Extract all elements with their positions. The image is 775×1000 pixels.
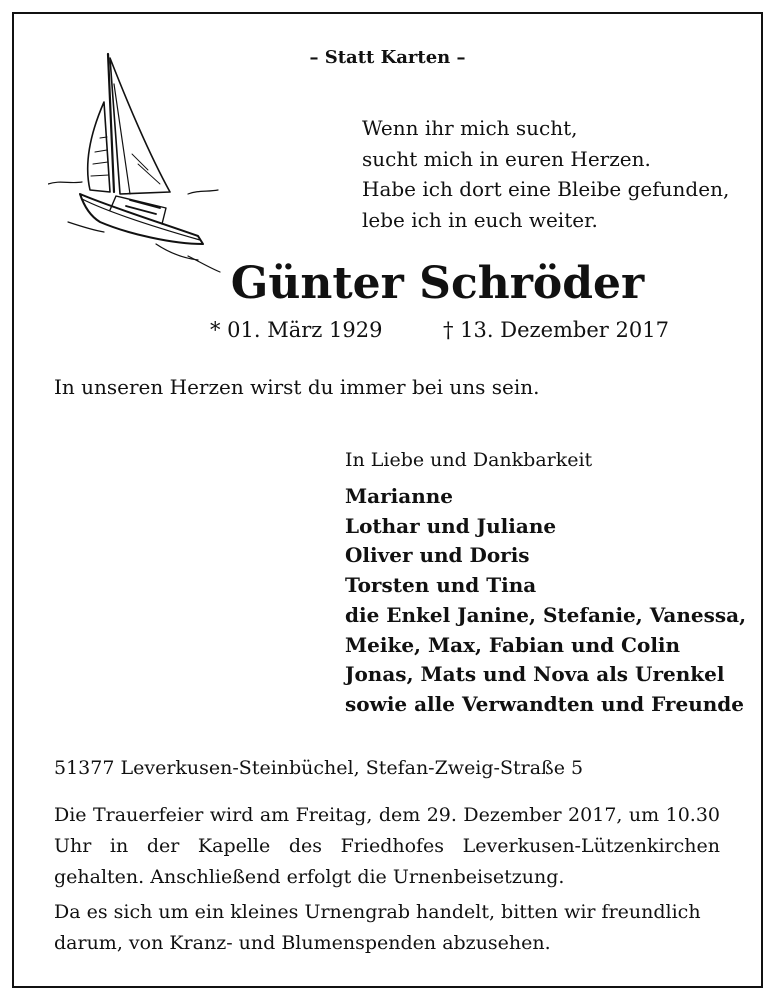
poem-line: lebe ich in euch weiter.	[362, 207, 598, 232]
sailboat-icon	[48, 44, 223, 274]
poem-line: Habe ich dort eine Bleibe gefunden,	[362, 177, 730, 201]
deceased-name: Günter Schröder	[230, 258, 645, 309]
thanks-line: In Liebe und Dankbarkeit	[345, 449, 593, 471]
funeral-info-paragraph: Die Trauerfeier wird am Freitag, dem 29. Dezember 2017, um 10.30 Uhr in der Kapelle des Friedhofes Leverkusen-Lützenkirchen gehalten. Anschließend erfolgt die Urnenbeisetzung.	[54, 804, 720, 888]
family-entry: Marianne	[345, 484, 453, 508]
header-statt-karten: – Statt Karten –	[309, 47, 466, 68]
poem	[362, 113, 729, 235]
family-entry: Torsten und Tina	[345, 573, 537, 598]
address: 51377 Leverkusen-Steinbüchel, Stefan-Zweig-Straße 5	[54, 757, 584, 779]
poem-line: Wenn ihr mich sucht,	[362, 116, 578, 140]
family-entry: Meike, Max, Fabian und Colin	[345, 632, 681, 657]
donation-note-paragraph: Da es sich um ein kleines Urnengrab handelt, bitten wir freundlich darum, von Kranz- und Blumenspenden abzusehen.	[54, 901, 701, 954]
family-list	[345, 482, 746, 720]
poem-line: sucht mich in euren Herzen.	[362, 146, 651, 171]
family-entry: Oliver und Doris	[345, 543, 530, 568]
family-entry: sowie alle Verwandten und Freunde	[345, 691, 744, 716]
motto: In unseren Herzen wirst du immer bei uns sein.	[54, 375, 540, 399]
family-entry: die Enkel Janine, Stefanie, Vanessa,	[345, 602, 747, 627]
death-date: † 13. Dezember 2017	[443, 318, 669, 342]
family-entry: Jonas, Mats und Nova als Urenkel	[345, 662, 725, 687]
birth-date: * 01. März 1929	[210, 318, 383, 342]
family-entry: Lothar und Juliane	[345, 513, 557, 538]
